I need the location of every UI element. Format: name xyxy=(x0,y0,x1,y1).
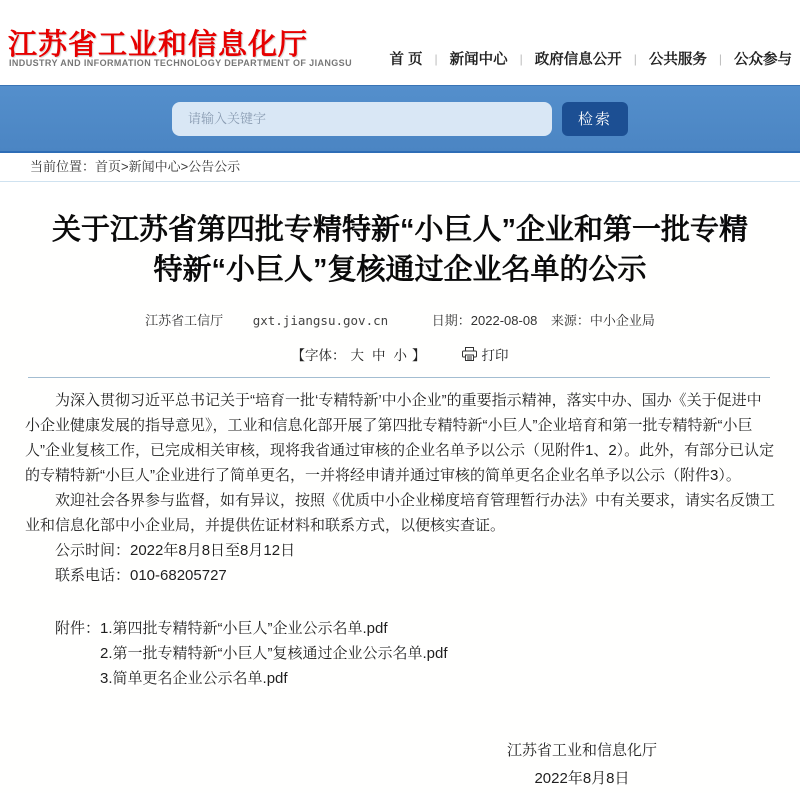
site-header xyxy=(0,0,800,85)
print-button[interactable] xyxy=(462,344,509,364)
meta-source-name: 江苏省工信厅 xyxy=(145,313,224,328)
meta-origin: 来源：中小企业局 xyxy=(550,313,655,328)
nav-separator: | xyxy=(633,51,637,66)
contact-phone-line: 联系电话：010-68205727 xyxy=(55,567,227,584)
signature-date: 2022年8月8日 xyxy=(534,770,630,787)
nav-separator: | xyxy=(519,51,523,66)
page-title: 关于江苏省第四批专精特新“小巨人”企业和第一批专精特新“小巨人”复核通过企业名单的公示 xyxy=(51,214,748,286)
meta-source-url[interactable]: gxt.jiangsu.gov.cn xyxy=(252,313,389,328)
print-label: 打印 xyxy=(481,348,509,363)
font-controls xyxy=(0,344,800,364)
nav-item-home[interactable]: 首 页 xyxy=(389,52,423,68)
article-body xyxy=(0,378,800,793)
nav-separator: | xyxy=(718,51,722,66)
nav-item-public-service[interactable]: 公共服务 xyxy=(648,52,707,68)
attachment-link-2[interactable]: 2.第一批专精特新“小巨人”复核通过企业公示名单.pdf xyxy=(100,645,448,662)
nav-item-gov-info[interactable]: 政府信息公开 xyxy=(534,52,622,68)
search-input[interactable] xyxy=(172,102,552,136)
font-controls-prefix: 【字体： xyxy=(291,348,346,363)
breadcrumb xyxy=(0,151,800,182)
article-meta xyxy=(0,310,800,329)
attachment-link-3[interactable]: 3.简单更名企业公示名单.pdf xyxy=(100,670,288,687)
signature-org: 江苏省工业和信息化厅 xyxy=(506,742,657,759)
breadcrumb-text[interactable]: 当前位置：首页>新闻中心>公告公示 xyxy=(30,159,241,174)
nav-separator: | xyxy=(434,51,438,66)
printer-icon xyxy=(462,347,477,361)
attachment-link-1[interactable]: 1.第四批专精特新“小巨人”企业公示名单.pdf xyxy=(100,620,388,637)
site-logo-english: INDUSTRY AND INFORMATION TECHNOLOGY DEPARTMENT OF JIANGSU xyxy=(9,58,352,68)
site-logo-chinese: 江苏省工业和信息化厅 xyxy=(8,29,309,61)
nav-item-news-center[interactable]: 新闻中心 xyxy=(449,52,508,68)
font-controls-suffix: 】 xyxy=(412,348,426,363)
attachments-list xyxy=(100,616,448,691)
article xyxy=(0,210,800,793)
font-size-small-button[interactable]: 小 xyxy=(393,348,407,363)
search-banner xyxy=(0,85,800,151)
attachments-label: 附件： xyxy=(55,620,101,637)
signature-block xyxy=(389,737,775,793)
publicity-period-line: 公示时间：2022年8月8日至8月12日 xyxy=(55,542,296,559)
nav-item-public-participation[interactable]: 公众参与 xyxy=(734,52,792,68)
meta-date: 日期：2022-08-08 xyxy=(431,313,538,328)
attachments-block xyxy=(25,616,775,691)
main-nav xyxy=(389,48,792,69)
font-size-large-button[interactable]: 大 xyxy=(350,348,364,363)
body-paragraph: 欢迎社会各界参与监督，如有异议，按照《优质中小企业梯度培育管理暂行办法》中有关要求，请实名反馈工业和信息化部中小企业局，并提供佐证材料和联系方式，以便核实查证。 xyxy=(25,492,776,534)
search-button[interactable]: 检索 xyxy=(562,102,628,136)
body-paragraph: 为深入贯彻习近平总书记关于“培育一批‘专精特新’中小企业”的重要指示精神，落实中办、国办《关于促进中小企业健康发展的指导意见》，工业和信息化部开展了第四批专精特新“小巨人”企业培育和第一批专精特新“小巨人”企业复核工作，已完成相关审核，现将我省通过审核的企业名单予以公示（见附件1、2）。此外，有部分已认定的专精特新“小巨人”企业进行了简单更名，一并将经申请并通过审核的简单更名企业名单予以公示（附件3）。 xyxy=(25,392,775,484)
font-size-medium-button[interactable]: 中 xyxy=(372,348,386,363)
